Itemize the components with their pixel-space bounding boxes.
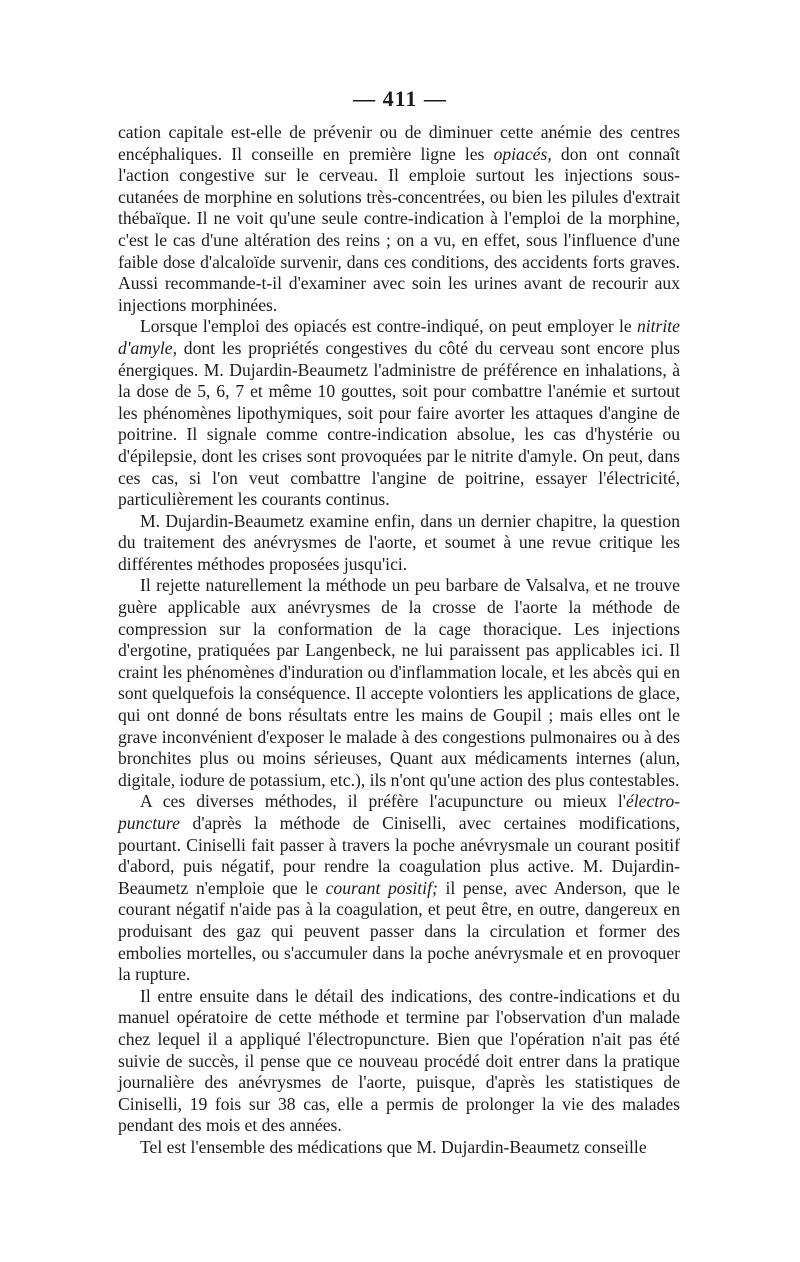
text-run: il pense, avec Anderson, que le courant négatif n'aide pas à la coagulation, et peut être, en outre, dangereux en produisant des gaz qui peuvent passer dans la circulation et former des embolies mortelles, ou s'accumuler dans la poche anévrysmale et en provoquer la rupture. <box>118 877 680 985</box>
text-run: Il rejette naturellement la méthode un peu barbare de Valsalva, et ne trouve guère applicable aux anévrysmes de la crosse de l'aorte la méthode de compression sur la conformation de la cage thoracique. Les injections d'ergotine, pratiquées par Langenbeck, ne lui paraissent pas applicables ici. Il craint les phénomènes d'induration ou d'inflammation locale, et les abcès qui en sont quelquefois la conséquence. Il accepte volontiers les applications de glace, qui ont donné de bons résultats entre les mains de Goupil ; mais elles ont le grave inconvénient d'exposer le malade à des congestions pulmonaires ou à des bronchites plus ou moins sérieuses, Quant aux médicaments internes (alun, digitale, iodure de potassium, etc.), ils n'ont qu'une action des plus contestables. <box>118 575 680 790</box>
text-run: M. Dujardin-Beaumetz examine enfin, dans un dernier chapitre, la question du traitement des anévrysmes de l'aorte, et soumet à une revue critique les différentes méthodes proposées jusqu'ici. <box>118 510 680 574</box>
paragraph <box>118 316 680 510</box>
paragraph <box>118 986 680 1137</box>
text-run: Lorsque l'emploi des opiacés est contre-indiqué, on peut employer le <box>140 316 637 337</box>
text-run: Il entre ensuite dans le détail des indications, des contre-indications et du manuel opératoire de cette méthode et termine par l'observation d'un malade chez lequel il a appliqué l'électropuncture. Bien que l'opération n'ait pas été suivie de succès, il pense que ce nouveau procédé doit entrer dans la pratique journalière des anévrysmes de l'aorte, puisque, d'après les statistiques de Ciniselli, 19 fois sur 38 cas, elle a permis de prolonger la vie des malades pendant des mois et des années. <box>118 985 680 1136</box>
paragraph <box>118 122 680 316</box>
text-run: Tel est l'ensemble des médications que M. Dujardin-Beaumetz conseille <box>140 1136 647 1157</box>
page-number: — 411 — <box>353 86 447 111</box>
italic-term: nitrite d'amyle, <box>118 316 680 358</box>
text-run: dont les propriétés congestives du côté du cerveau sont encore plus énergiques. M. Dujardin-Beaumetz l'administre de préférence en inhalations, à la dose de 5, 6, 7 et même 10 gouttes, soit pour combattre l'anémie et surtout les phénomènes lipothymiques, soit pour faire avorter les attaques d'angine de poitrine. Il signale comme contre-indication absolue, les cas d'hystérie ou d'épilepsie, dont les crises sont provoquées par le nitrite d'amyle. On peut, dans ces cas, si l'on veut combattre l'angine de poitrine, essayer l'électricité, particulièrement les courants continus. <box>118 337 680 510</box>
italic-term: électro-puncture <box>118 791 680 833</box>
paragraph <box>118 511 680 576</box>
text-run: cation capitale est-elle de prévenir ou de diminuer cette anémie des centres encéphaliques. Il conseille en première ligne les <box>118 122 680 164</box>
text-run: d'après la méthode de Ciniselli, avec certaines modifications, pourtant. Ciniselli fait passer à travers la poche anévrysmale un courant positif d'abord, puis négatif, pour rendre la coagulation plus active. M. Dujardin-Beaumetz n'emploie que le <box>118 813 680 898</box>
italic-term: opiacés, <box>493 143 552 164</box>
italic-term: courant positif; <box>325 877 438 898</box>
paragraph <box>118 1137 680 1159</box>
text-run: A ces diverses méthodes, il préfère l'acupuncture ou mieux l' <box>140 791 626 812</box>
text-run: don ont connaît l'action congestive sur le cerveau. Il emploie surtout les injections sous-cutanées de morphine en solutions très-concentrées, ou bien les pilules d'extrait thébaïque. Il ne voit qu'une seule contre-indication à l'emploi de la morphine, c'est le cas d'une altération des reins ; on a vu, en effet, sous l'influence d'une faible dose d'alcaloïde survenir, dans ces conditions, des accidents forts graves. Aussi recommande-t-il d'examiner avec soin les urines avant de recourir aux injections morphinées. <box>118 143 680 315</box>
paragraph <box>118 575 680 791</box>
paragraph <box>118 791 680 985</box>
body-text <box>118 122 680 1159</box>
